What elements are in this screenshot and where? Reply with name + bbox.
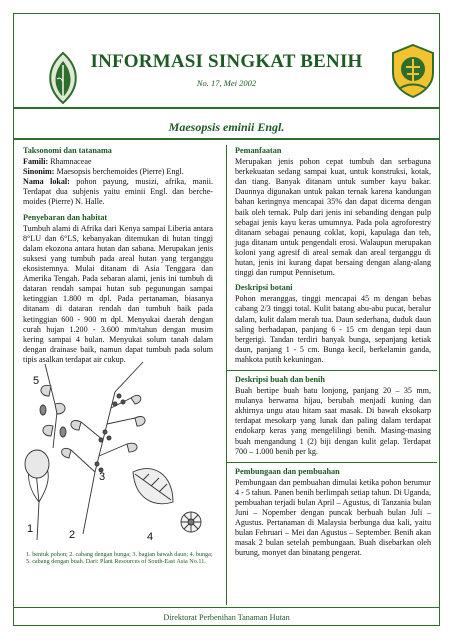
synonym-value: Maesopsis berchemoides (Pierre) Engl. — [54, 167, 184, 177]
family-label: Famili: — [23, 157, 49, 167]
family-value: Rhamnaceae — [48, 157, 92, 167]
species-title: Maesopsis eminii Engl. — [14, 112, 439, 140]
figure-label-4: 4 — [147, 531, 154, 543]
habitat-heading: Penyebaran dan habitat — [23, 212, 108, 222]
habitat-text: Tumbuh alami di Afrika dari Kenya sampai Liberia antara 8°LU dan 6°LS, kebanyakan ditemukan di hutan tinggi dalam ekozona antara hutan dan sabana. Merupakan jenis suksesi yang tumbuh pada areal hutan yang terganggu ekosistemnya. Mulai ditanam di Asia Tenggara dan Amerika Tengah. Pada sebaran alami, jenis ini tumbuh di dataran rendah sampai hutan sub pegunungan sampai ketinggian 1.800 m dpl. Pada pertanaman, biasanya ditanam di dataran rendah dan tumbuh baik pada ketinggian 600 - 900 m dpl. Menyukai daerah dengan curah hujan 1.200 - 3.600 mm/tahun dengan musim kering sampai 4 bulan. Menyukai solum tanah dalam dengan drainase baik, namun dapat tumbuh pada solum tipis asalkan terdapat air cukup. — [23, 223, 213, 364]
column-divider — [226, 145, 227, 605]
use-text: Merupakan jenis pohon cepat tumbuh dan serbaguna berkekuatan sedang sampai kuat, untuk konstruksi, kotak, dan tiang. Banyak ditanam untuk sumber kayu bakar. Daunnya digunakan untuk pakan ternak karena kandungan bahan keringnya mencapai 35% dan dapat dicerna dengan baik oleh ternak. Pulp dari jenis ini sebanding dengan pulp sebagai jenis kayu keras umumnya. Pada pola agroforestry ditanam sebagai penaung coklat, kopi, kapulaga dan teh, juga ditanam untuk pengendali erosi. Walaupun merupakan koloni yang agresif di areal semak dan areal terganggu di hutan, jenis ini kurang dapat bersaing dengan alang-alang tinggi dan rumput Pennisetum. — [235, 157, 431, 278]
taxonomy-block — [23, 157, 213, 207]
section-rule — [227, 370, 437, 371]
use-heading: Pemanfaatan — [235, 146, 282, 155]
footer: Direktorat Perbenihan Tanaman Hutan — [13, 607, 440, 627]
flowering-text: Pembungaan dan pembuahan dimulai ketika pohon berumur 4 - 5 tahun. Panen benih berlimpah setiap tahun. Di Uganda, pembuahan terjadi bulan April – Agustus, di Tanzania bulan Juni – Nopember dengan puncak berbuah bulan Juli – Agustus. Pertanaman di Malaysia berbunga dua kali, yaitu bulan Februari – Mei dan Agustus – September. Benih akan masak 2 bulan setelah pembungaan. Buah disebarkan oleh burung, monyet dan binatang pengerat. — [235, 477, 431, 558]
issue-number: No. 17, Mei 2002 — [196, 78, 257, 88]
local-name-value: pohon payung, musizi, afrika, manii. Terdapat dua subjenis yaitu eminii Engl. dan berche-moides (Pierre) N. Halle. — [23, 177, 213, 207]
botanical-illustration — [23, 352, 218, 544]
page-title: INFORMASI SINGKAT BENIH — [90, 51, 363, 72]
local-name-label: Nama lokal: — [23, 177, 70, 187]
section-rule — [227, 462, 437, 463]
figure-label-3: 3 — [99, 471, 106, 483]
header — [13, 13, 440, 109]
botany-text: Pohon meranggas, tinggi mencapai 45 m dengan bebas cabang 2/3 tinggi total. Kulit batang abu-abu pucat, beralur dalam, kulit dalam merah tua. Daun sederhana, duduk daun saling berhadapan, panjang 6 - 15 cm dengan tepi daun bergerigi. Tandan terdiri banyak bunga, sepanjang ketiak daun, panjang 1 - 5 cm. Bunga kecil, berkelamin ganda, mahkota putih kekuningan. — [235, 294, 431, 364]
figure-label-2: 2 — [69, 529, 76, 541]
figure-label-5: 5 — [33, 375, 40, 387]
ministry-emblem-icon — [389, 43, 437, 99]
taxonomy-heading: Taksonomi dan tatanama — [23, 146, 112, 155]
fruit-text: Buah bertipe buah batu lonjong, panjang 20 – 35 mm, mulanya berwarna hijau, berubah menjadi kuning dan akhirnya ungu atau hitam saat masak. Di bawah eksokarp terdapat mesokarp yang lunak dan paling dalam terdapat endokarp keras yang mengelilingi benih. Masing-masing buah mengandung 1 (2) biji dengan kulit gelap. Terdapat 700 – 1.000 benih per kg. — [235, 386, 431, 456]
synonym-label: Sinonim: — [23, 167, 55, 177]
figure-caption: 1. bentuk pohon; 2. cabang dengan bunga; 3. bagian bawah daun; 4. bunga; 5. cabang dengan buah. Dari: Plant Resources of South-East Asia No.11. — [26, 551, 213, 566]
left-column — [23, 146, 213, 370]
botany-heading: Deskripsi botani — [235, 283, 293, 293]
flowering-heading: Pembungaan dan pembuahan — [235, 466, 340, 476]
figure-label-1: 1 — [27, 523, 34, 535]
fruit-heading: Deskripsi buah dan benih — [235, 374, 325, 384]
right-column — [235, 146, 431, 564]
